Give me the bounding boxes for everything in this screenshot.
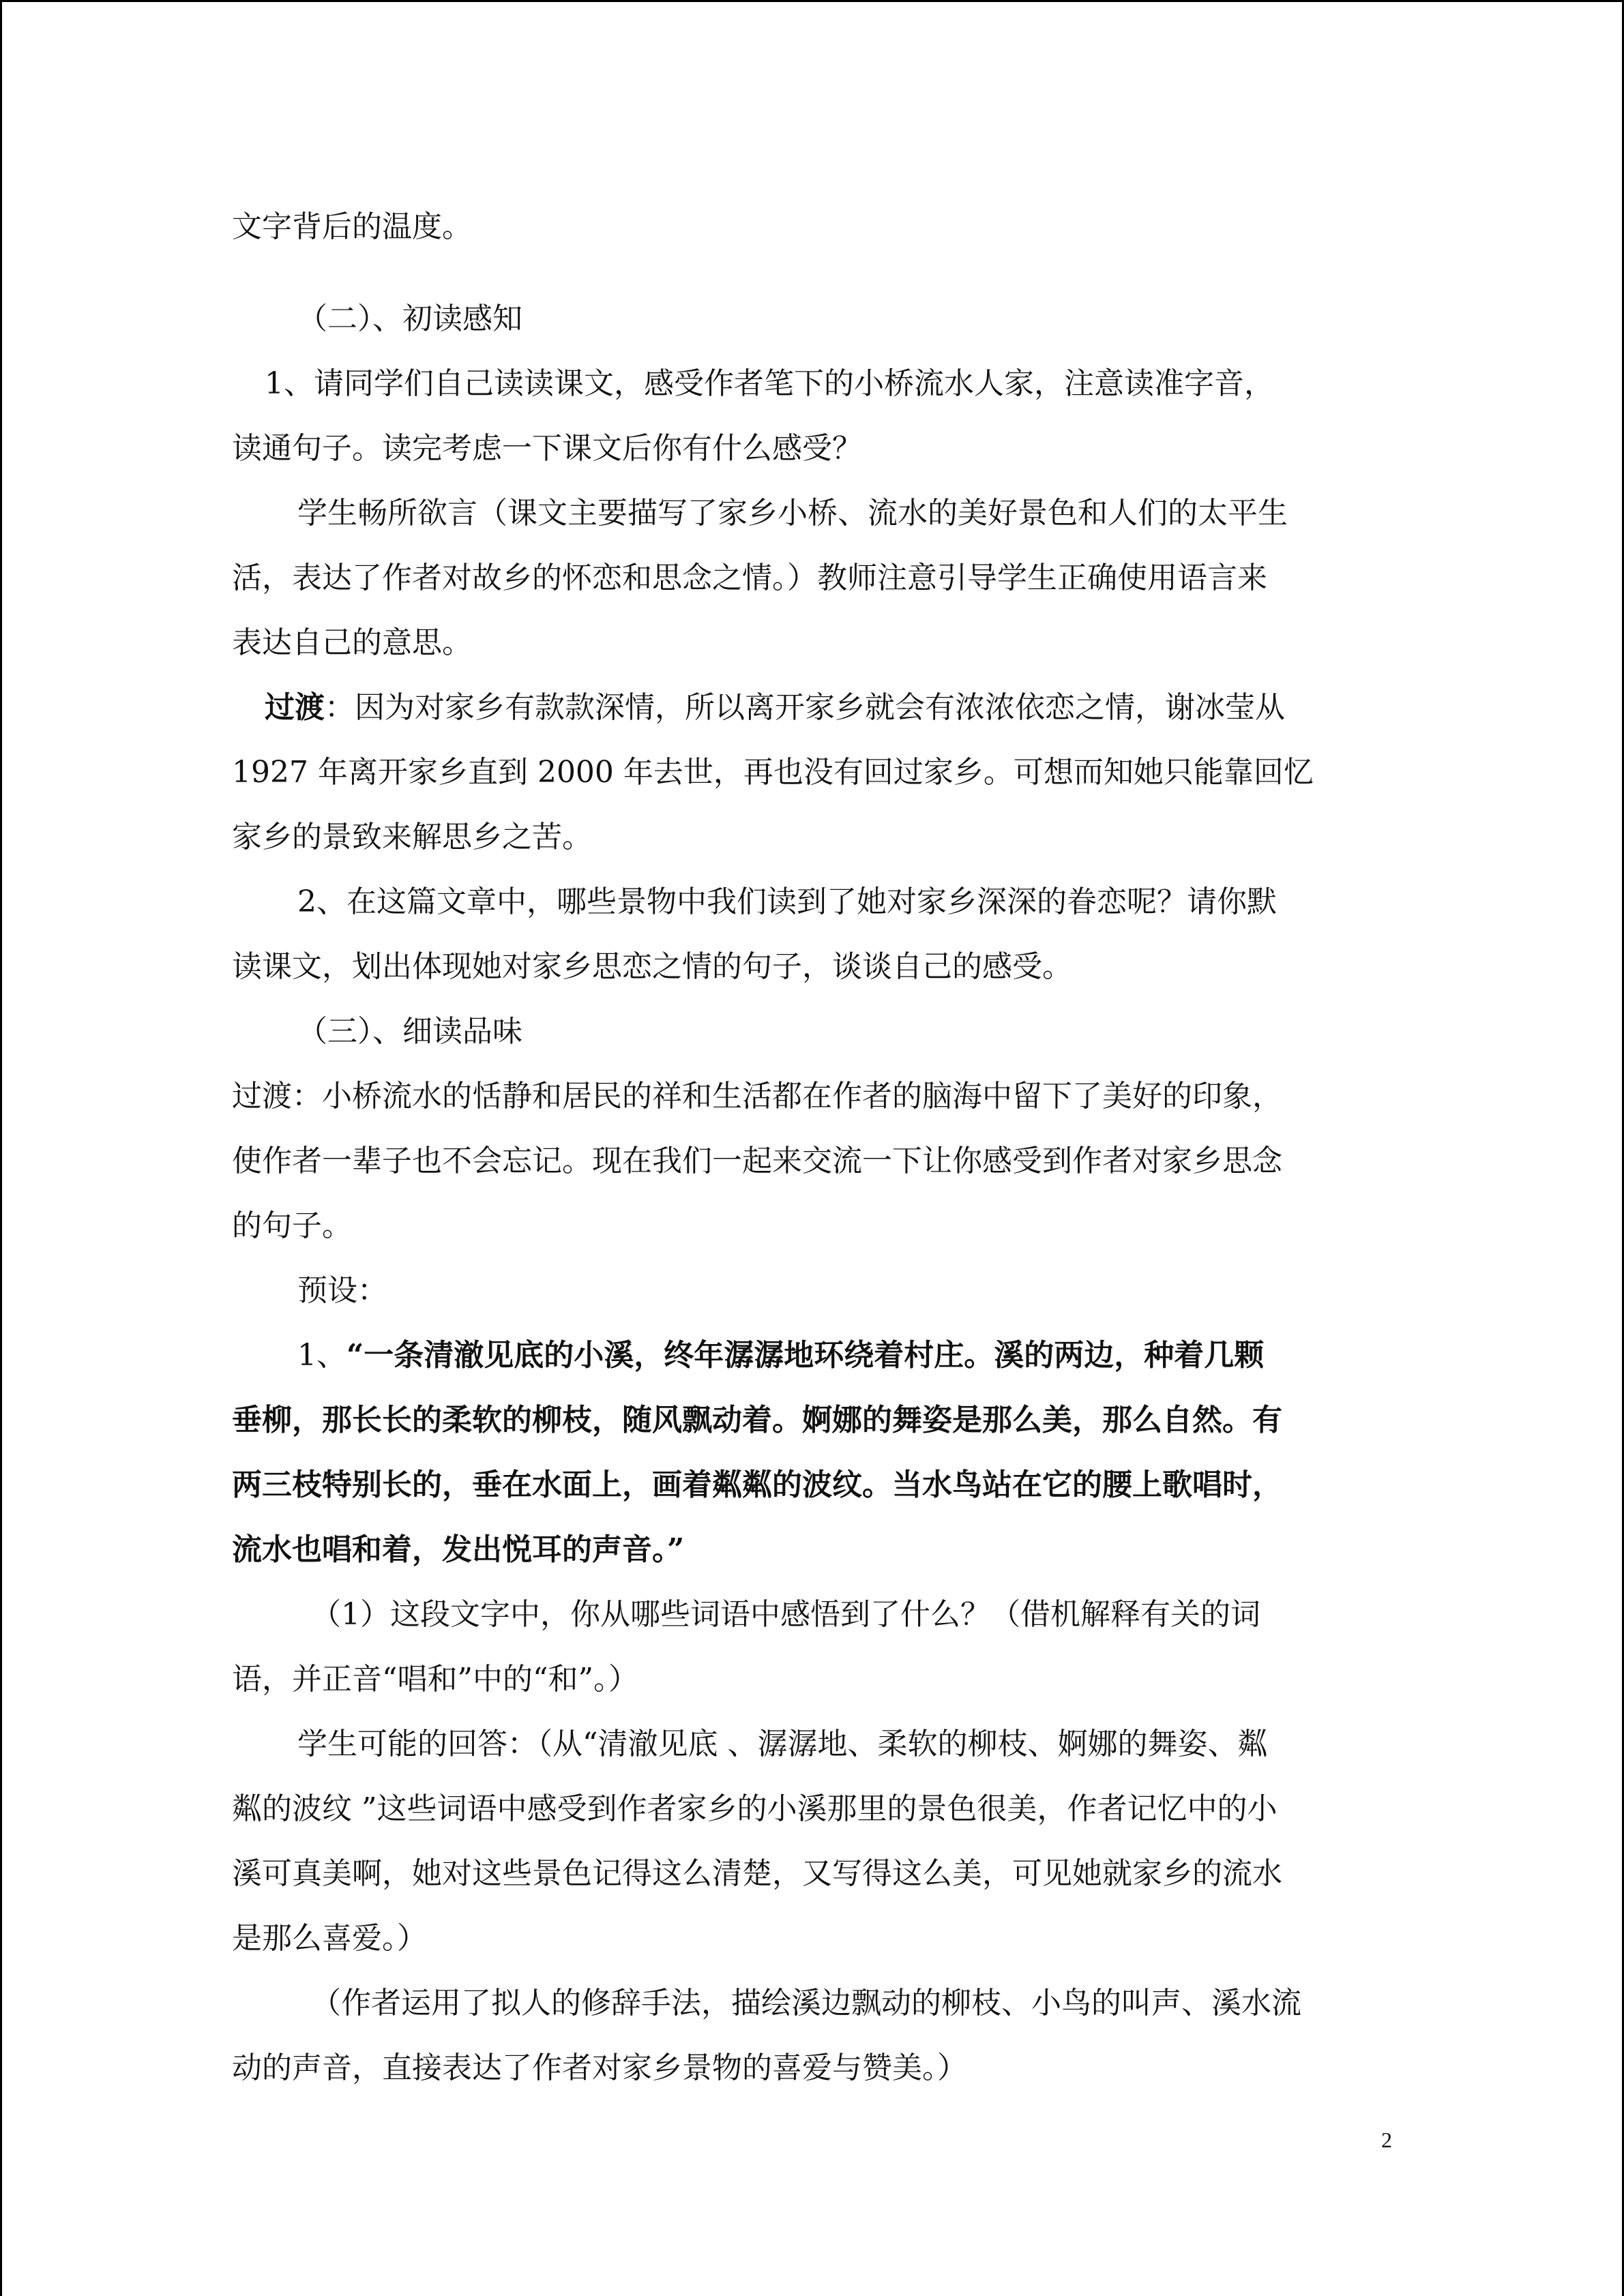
paragraph-line: 过渡：小桥流水的恬静和居民的祥和生活都在作者的脑海中留下了美好的印象， [232, 1079, 1282, 1114]
paragraph-line: 读通句子。读完考虑一下课文后你有什么感受？ [232, 431, 862, 466]
paragraph-line: 预设： [297, 1273, 387, 1308]
page-left-border [0, 0, 2, 2296]
paragraph-line: （1）这段文字中，你从哪些词语中感悟到了什么？（借机解释有关的词 [311, 1597, 1260, 1632]
paragraph-line: （作者运用了拟人的修辞手法，描绘溪边飘动的柳枝、小鸟的叫声、溪水流 [311, 1986, 1301, 2021]
paragraph-line: 语，并正音“唱和”中的“和”。） [232, 1662, 638, 1697]
paragraph-line: 溪可真美啊，她对这些景色记得这么清楚，又写得这么美，可见她就家乡的流水 [232, 1856, 1282, 1891]
quote-line: 两三枝特别长的，垂在水面上，画着粼粼的波纹。当水鸟站在它的腰上歌唱时， [232, 1467, 1282, 1502]
quote-line: 流水也唱和着，发出悦耳的声音。” [232, 1532, 685, 1567]
transition-label: 过渡 [265, 690, 325, 725]
paragraph-line: 活，表达了作者对故乡的怀恋和思念之情。）教师注意引导学生正确使用语言来 [232, 561, 1267, 595]
quote-line [232, 1323, 1391, 1388]
paragraph-line: 读课文，划出体现她对家乡思恋之情的句子，谈谈自己的感受。 [232, 949, 1072, 984]
paragraph-line: 表达自己的意思。 [232, 625, 472, 660]
paragraph-line: 学生畅所欲言（课文主要描写了家乡小桥、流水的美好景色和人们的太平生 [297, 496, 1288, 531]
paragraph-line: 的句子。 [232, 1208, 352, 1243]
document-body [232, 194, 1391, 2100]
section-heading: （三）、细读品味 [297, 1014, 522, 1049]
paragraph-gap [232, 259, 1391, 286]
paragraph-line: 1、请同学们自己读读课文，感受作者笔下的小桥流水人家，注意读准字音， [265, 366, 1274, 401]
quote-text: “一条清澈见底的小溪，终年潺潺地环绕着村庄。溪的两边，种着几颗 [346, 1338, 1265, 1373]
paragraph-line: 动的声音，直接表达了作者对家乡景物的喜爱与赞美。） [232, 2051, 967, 2085]
paragraph-line: 学生可能的回答：（从“清澈见底 、潺潺地、柔软的柳枝、婀娜的舞姿、粼 [297, 1727, 1268, 1761]
paragraph-line: 2、在这篇文章中，哪些景物中我们读到了她对家乡深深的眷恋呢？请你默 [297, 884, 1277, 919]
transition-text: ：因为对家乡有款款深情，所以离开家乡就会有浓浓依恋之情，谢冰莹从 [325, 690, 1285, 725]
quote-number: 1、 [297, 1338, 346, 1373]
paragraph-line: 1927 年离开家乡直到 2000 年去世，再也没有回过家乡。可想而知她只能靠回忆 [232, 755, 1314, 790]
paragraph-line: 粼的波纹 ”这些词语中感受到作者家乡的小溪那里的景色很美，作者记忆中的小 [232, 1791, 1278, 1826]
page-top-border [0, 0, 1624, 2]
quote-line: 垂柳，那长长的柔软的柳枝，随风飘动着。婀娜的舞姿是那么美，那么自然。有 [232, 1403, 1282, 1437]
paragraph-line: 使作者一辈子也不会忘记。现在我们一起来交流一下让你感受到作者对家乡思念 [232, 1144, 1282, 1178]
section-heading: （二）、初读感知 [297, 301, 522, 336]
paragraph-line: 家乡的景致来解思乡之苦。 [232, 820, 592, 854]
paragraph-line: 是那么喜爱。） [232, 1921, 427, 1956]
paragraph-line: 文字背后的温度。 [232, 209, 472, 244]
page-number: 2 [1381, 2128, 1392, 2152]
paragraph-line [232, 675, 1391, 740]
